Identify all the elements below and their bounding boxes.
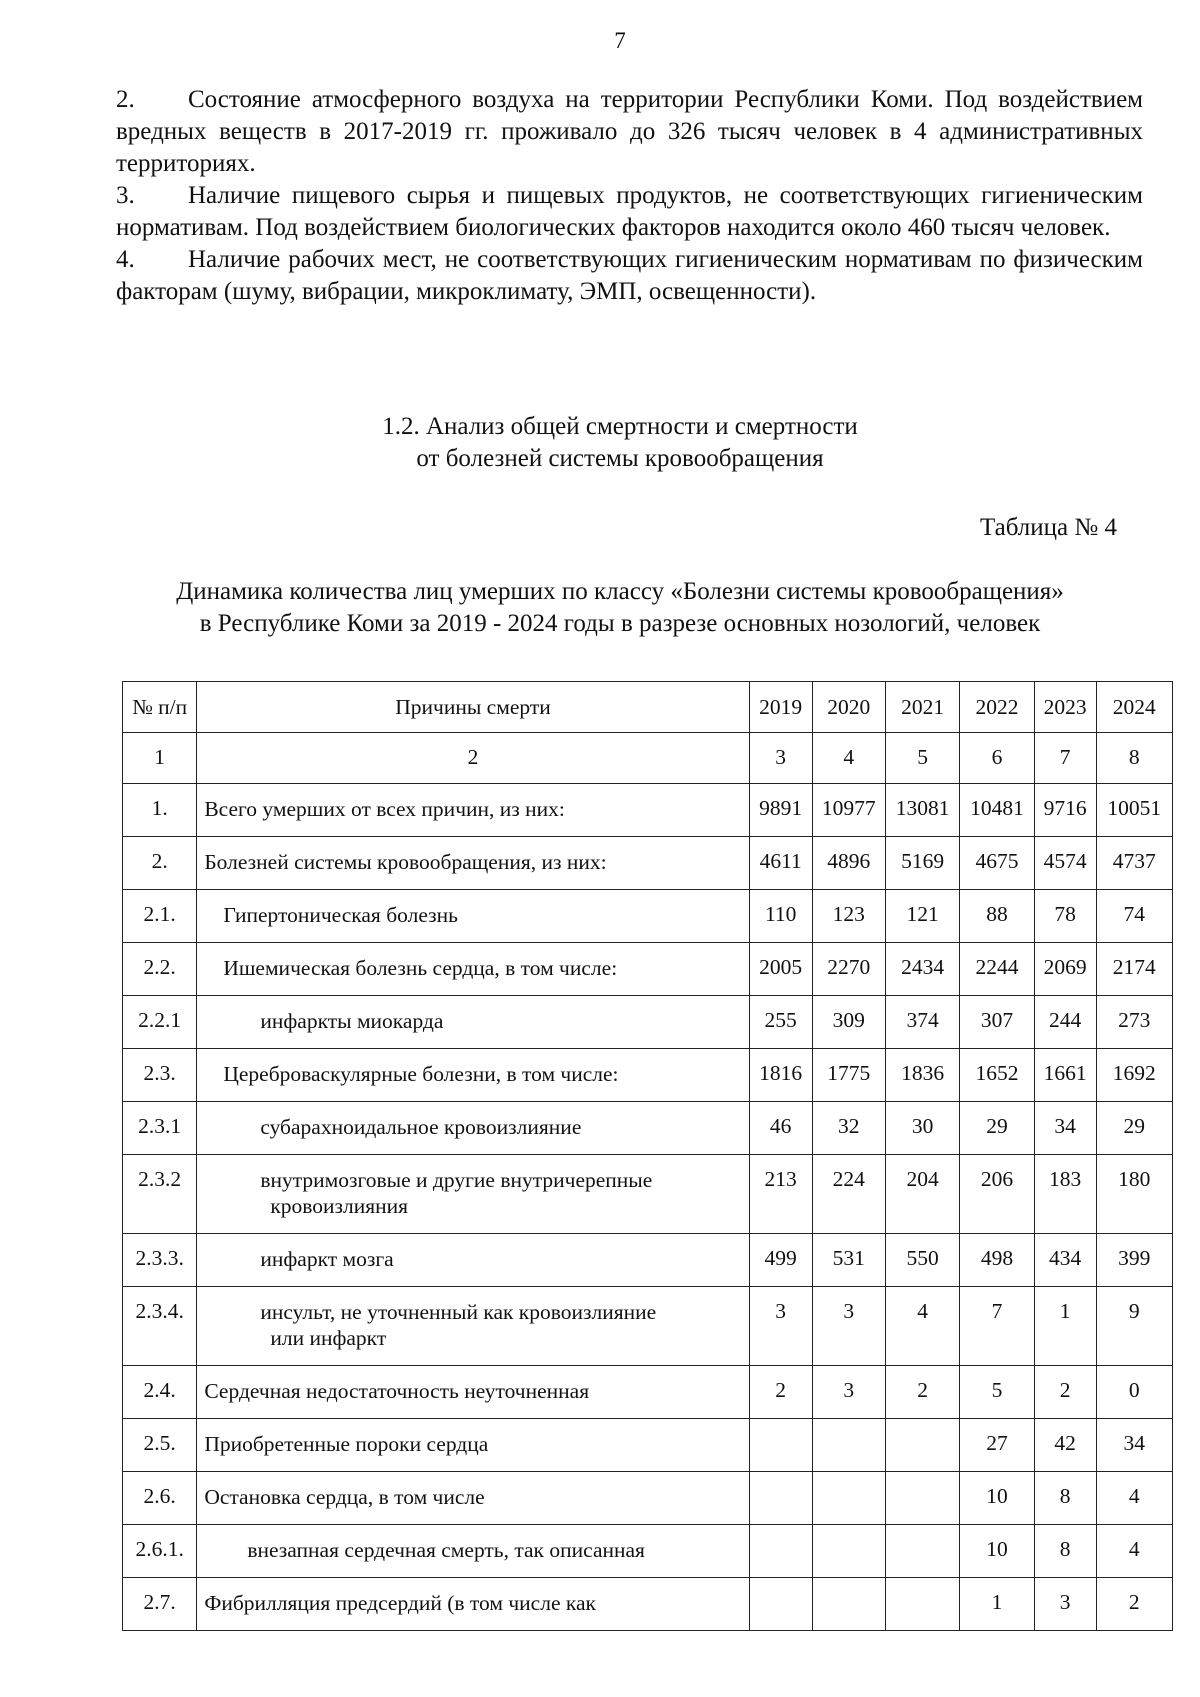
cause-text: Всего умерших от всех причин, из них: [204, 797, 565, 821]
value-cell [812, 1419, 885, 1472]
value-cell: 88 [960, 890, 1034, 943]
row-number-cell: 2.3. [123, 1049, 197, 1102]
list-item-number: 2. [116, 86, 135, 113]
value-cell: 8 [1034, 1472, 1096, 1525]
value-cell: 10051 [1096, 784, 1172, 837]
value-cell [749, 1578, 812, 1631]
value-cell: 29 [1096, 1102, 1172, 1155]
value-cell: 4611 [749, 837, 812, 890]
value-cell: 3 [749, 1287, 812, 1366]
row-number-cell: 2.3.3. [123, 1234, 197, 1287]
value-cell: 3 [812, 1287, 885, 1366]
value-cell: 5169 [885, 837, 959, 890]
table-row [123, 1366, 1173, 1419]
value-cell: 2069 [1034, 943, 1096, 996]
value-cell: 10977 [812, 784, 885, 837]
value-cell: 1661 [1034, 1049, 1096, 1102]
value-cell: 3 [1034, 1578, 1096, 1631]
cause-cell [197, 1366, 749, 1419]
index-cell: 6 [960, 733, 1034, 784]
value-cell: 74 [1096, 890, 1172, 943]
index-cell: 4 [812, 733, 885, 784]
cause-text: Сердечная недостаточность неуточненная [204, 1379, 590, 1403]
cause-text: Приобретенные пороки сердца [204, 1432, 489, 1456]
cause-text: внезапная сердечная смерть, так описанная [247, 1538, 645, 1562]
cause-text: Фибрилляция предсердий (в том числе как [204, 1591, 596, 1615]
value-cell: 46 [749, 1102, 812, 1155]
value-cell: 42 [1034, 1419, 1096, 1472]
value-cell: 244 [1034, 996, 1096, 1049]
row-number-cell: 2.3.2 [123, 1155, 197, 1234]
header-num: № п/п [123, 682, 197, 733]
value-cell: 32 [812, 1102, 885, 1155]
value-cell: 531 [812, 1234, 885, 1287]
cause-cell [197, 1287, 749, 1366]
value-cell [885, 1525, 959, 1578]
index-cell: 2 [197, 733, 749, 784]
cause-cell [197, 1472, 749, 1525]
table-row [123, 1472, 1173, 1525]
table-row [123, 943, 1173, 996]
index-cell: 5 [885, 733, 959, 784]
value-cell: 550 [885, 1234, 959, 1287]
header-cause: Причины смерти [197, 682, 749, 733]
value-cell: 78 [1034, 890, 1096, 943]
value-cell: 1816 [749, 1049, 812, 1102]
value-cell: 34 [1096, 1419, 1172, 1472]
value-cell: 255 [749, 996, 812, 1049]
table-header-row [123, 682, 1173, 733]
cause-text: инфаркты миокарда [260, 1009, 444, 1033]
row-number-cell: 2.4. [123, 1366, 197, 1419]
value-cell: 213 [749, 1155, 812, 1234]
value-cell: 10 [960, 1472, 1034, 1525]
cause-cell [197, 1419, 749, 1472]
value-cell: 4896 [812, 837, 885, 890]
cause-cell [197, 996, 749, 1049]
value-cell: 4675 [960, 837, 1034, 890]
value-cell: 206 [960, 1155, 1034, 1234]
cause-cell [197, 1578, 749, 1631]
cause-cell [197, 837, 749, 890]
value-cell: 2270 [812, 943, 885, 996]
value-cell: 2 [885, 1366, 959, 1419]
value-cell: 8 [1034, 1525, 1096, 1578]
value-cell: 180 [1096, 1155, 1172, 1234]
table-row [123, 1525, 1173, 1578]
value-cell: 9 [1096, 1287, 1172, 1366]
row-number-cell: 2.2. [123, 943, 197, 996]
page-number: 7 [614, 28, 626, 53]
value-cell: 123 [812, 890, 885, 943]
value-cell: 498 [960, 1234, 1034, 1287]
row-number-cell: 2.1. [123, 890, 197, 943]
row-number-cell: 2.2.1 [123, 996, 197, 1049]
cause-text: внутримозговые и другие внутричерепные [260, 1168, 653, 1192]
table-row [123, 784, 1173, 837]
mortality-table [122, 681, 1173, 1631]
cause-cell [197, 1525, 749, 1578]
row-number-cell: 2.3.1 [123, 1102, 197, 1155]
header-year: 2023 [1034, 682, 1096, 733]
value-cell [749, 1419, 812, 1472]
cause-cell [197, 1234, 749, 1287]
value-cell: 204 [885, 1155, 959, 1234]
value-cell: 273 [1096, 996, 1172, 1049]
value-cell [885, 1419, 959, 1472]
value-cell: 0 [1096, 1366, 1172, 1419]
cause-text: Гипертоническая болезнь [223, 903, 458, 927]
table-row [123, 837, 1173, 890]
cause-text: Ишемическая болезнь сердца, в том числе: [223, 956, 618, 980]
table-row [123, 1102, 1173, 1155]
caption-line: в Республике Коми за 2019 - 2024 годы в разрезе основных нозологий, человек [199, 610, 1041, 637]
table-caption [0, 576, 1200, 640]
value-cell: 10481 [960, 784, 1034, 837]
index-cell: 3 [749, 733, 812, 784]
value-cell [812, 1525, 885, 1578]
value-cell [885, 1472, 959, 1525]
value-cell: 399 [1096, 1234, 1172, 1287]
value-cell: 2 [749, 1366, 812, 1419]
table-row [123, 1155, 1173, 1234]
cause-cell [197, 1049, 749, 1102]
cause-text-continued: или инфаркт [270, 1326, 387, 1350]
section-title [0, 411, 1200, 475]
value-cell: 13081 [885, 784, 959, 837]
row-number-cell: 2.3.4. [123, 1287, 197, 1366]
table-row [123, 1234, 1173, 1287]
value-cell: 2174 [1096, 943, 1172, 996]
section-title-line: 1.2. Анализ общей смертности и смертности [382, 413, 858, 440]
value-cell: 1 [1034, 1287, 1096, 1366]
value-cell: 1692 [1096, 1049, 1172, 1102]
row-number-cell: 1. [123, 784, 197, 837]
table-row [123, 890, 1173, 943]
value-cell: 7 [960, 1287, 1034, 1366]
list-item-number: 3. [116, 182, 135, 209]
value-cell: 2005 [749, 943, 812, 996]
caption-line: Динамика количества лиц умерших по классу «Болезни системы кровообращения» [176, 578, 1064, 605]
list-item-text: Наличие пищевого сырья и пищевых продуктов, не соответствующих гигиеническим нормативам. Под воздействием биологических факторов находится около 460 тысяч человек. [116, 182, 1143, 241]
value-cell: 4 [1096, 1472, 1172, 1525]
value-cell: 27 [960, 1419, 1034, 1472]
list-item-text: Состояние атмосферного воздуха на территории Республики Коми. Под воздействием вредных веществ в 2017-2019 гг. проживало до 326 тысяч человек в 4 административных территориях. [116, 86, 1143, 177]
cause-cell [197, 784, 749, 837]
value-cell: 34 [1034, 1102, 1096, 1155]
cause-text: Болезней системы кровообращения, из них: [204, 850, 607, 874]
value-cell: 1652 [960, 1049, 1034, 1102]
value-cell: 2 [1096, 1578, 1172, 1631]
section-title-line: от болезней системы кровообращения [416, 445, 824, 472]
value-cell: 3 [812, 1366, 885, 1419]
value-cell: 224 [812, 1155, 885, 1234]
cause-cell [197, 1155, 749, 1234]
cause-text: Остановка сердца, в том числе [204, 1485, 485, 1509]
list-item [116, 244, 1143, 308]
numbered-list [116, 84, 1143, 308]
cause-text: Цереброваскулярные болезни, в том числе: [223, 1062, 619, 1086]
table-row [123, 1419, 1173, 1472]
value-cell: 434 [1034, 1234, 1096, 1287]
list-item-number: 4. [116, 246, 135, 273]
index-cell: 7 [1034, 733, 1096, 784]
value-cell [812, 1578, 885, 1631]
cause-cell [197, 890, 749, 943]
value-cell: 2244 [960, 943, 1034, 996]
value-cell: 4574 [1034, 837, 1096, 890]
table-row [123, 996, 1173, 1049]
value-cell: 307 [960, 996, 1034, 1049]
table-row [123, 1578, 1173, 1631]
cause-text-continued: кровоизлияния [270, 1194, 409, 1218]
value-cell: 5 [960, 1366, 1034, 1419]
row-number-cell: 2.7. [123, 1578, 197, 1631]
value-cell: 1775 [812, 1049, 885, 1102]
value-cell: 9716 [1034, 784, 1096, 837]
value-cell: 1 [960, 1578, 1034, 1631]
value-cell: 4 [885, 1287, 959, 1366]
value-cell: 499 [749, 1234, 812, 1287]
row-number-cell: 2.6. [123, 1472, 197, 1525]
value-cell [812, 1472, 885, 1525]
row-number-cell: 2.6.1. [123, 1525, 197, 1578]
header-year: 2024 [1096, 682, 1172, 733]
value-cell: 4737 [1096, 837, 1172, 890]
index-cell: 1 [123, 733, 197, 784]
value-cell: 183 [1034, 1155, 1096, 1234]
cause-text: субарахноидальное кровоизлияние [260, 1115, 582, 1139]
header-year: 2019 [749, 682, 812, 733]
value-cell: 121 [885, 890, 959, 943]
value-cell [885, 1578, 959, 1631]
value-cell: 30 [885, 1102, 959, 1155]
cause-cell [197, 943, 749, 996]
header-year: 2021 [885, 682, 959, 733]
value-cell: 110 [749, 890, 812, 943]
value-cell: 4 [1096, 1525, 1172, 1578]
header-year: 2022 [960, 682, 1034, 733]
cause-text: инсульт, не уточненный как кровоизлияние [260, 1300, 657, 1324]
value-cell: 374 [885, 996, 959, 1049]
list-item [116, 180, 1143, 244]
value-cell [749, 1525, 812, 1578]
row-number-cell: 2. [123, 837, 197, 890]
table-row [123, 1049, 1173, 1102]
cause-text: инфаркт мозга [260, 1247, 394, 1271]
value-cell: 9891 [749, 784, 812, 837]
value-cell: 1836 [885, 1049, 959, 1102]
table-row [123, 1287, 1173, 1366]
value-cell [749, 1472, 812, 1525]
value-cell: 2434 [885, 943, 959, 996]
value-cell: 29 [960, 1102, 1034, 1155]
header-year: 2020 [812, 682, 885, 733]
value-cell: 10 [960, 1525, 1034, 1578]
cause-cell [197, 1102, 749, 1155]
value-cell: 2 [1034, 1366, 1096, 1419]
list-item-text: Наличие рабочих мест, не соответствующих гигиеническим нормативам по физическим факторам (шуму, вибрации, микроклимату, ЭМП, освещенности). [116, 246, 1143, 305]
list-item [116, 84, 1143, 180]
index-cell: 8 [1096, 733, 1172, 784]
row-number-cell: 2.5. [123, 1419, 197, 1472]
table-label: Таблица № 4 [979, 514, 1117, 541]
table-index-row [123, 733, 1173, 784]
value-cell: 309 [812, 996, 885, 1049]
